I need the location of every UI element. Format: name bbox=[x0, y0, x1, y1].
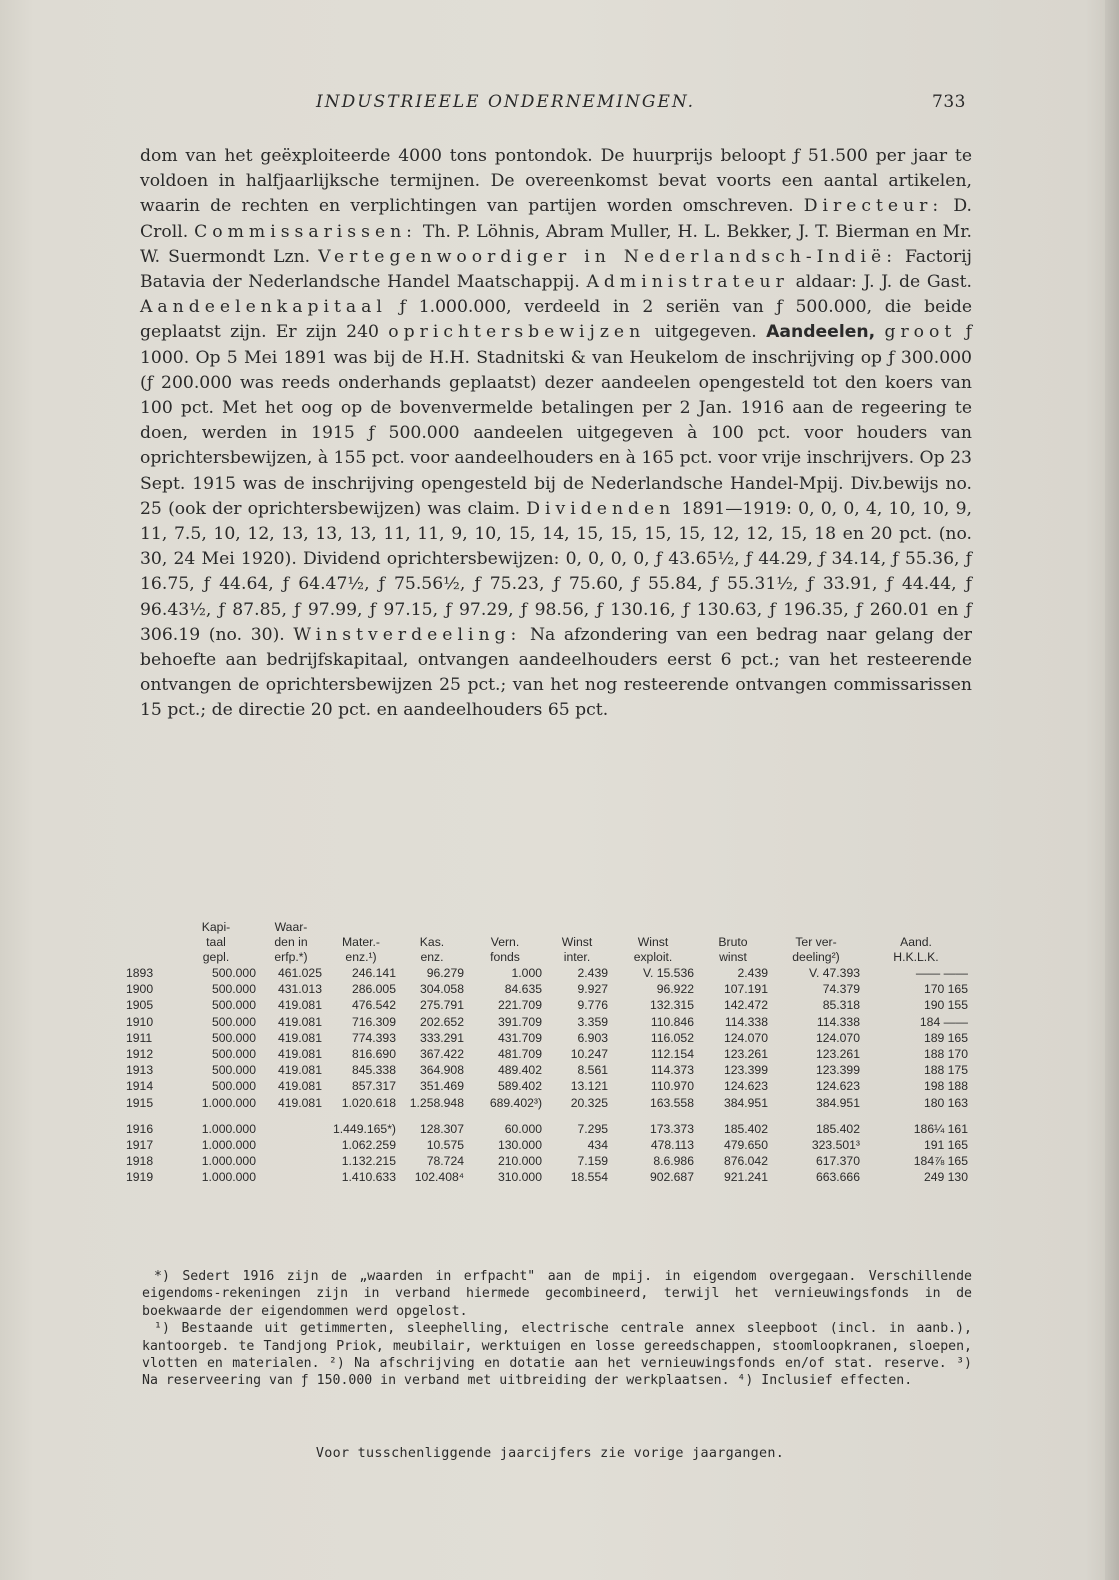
heading-commissarissen: Commissarissen: bbox=[194, 221, 417, 242]
table-cell: 921.241 bbox=[723, 1170, 768, 1185]
footnotes bbox=[142, 1268, 972, 1390]
table-cell: 2.439 bbox=[577, 966, 608, 980]
table-cell: 60.000 bbox=[504, 1121, 542, 1136]
heading-dividenden: Dividenden bbox=[526, 498, 676, 519]
table-cell: 112.154 bbox=[650, 1047, 694, 1062]
body-text-run: uitgegeven. bbox=[654, 322, 757, 343]
table-cell: 716.309 bbox=[351, 1014, 396, 1029]
table-cell: 419.081 bbox=[277, 1014, 322, 1029]
body-text bbox=[140, 144, 972, 724]
table-cell: 1.000.000 bbox=[201, 1154, 256, 1169]
body-text-run: 0, 0, 0, 0, ƒ 43.65½, ƒ 44.29, ƒ 34.14, ƒ 55.36, ƒ 16.75, ƒ 44.64, ƒ 64.47½, ƒ 75.56½, ƒ 75.23, ƒ 75.60, ƒ 55.84, ƒ 55.31½, ƒ 33.91, ƒ 44.44, ƒ 96.43½, ƒ 87.85, ƒ 97.99, ƒ 97.15, ƒ 97.29, ƒ 98.56, ƒ 130.16, ƒ 130.63, ƒ 196.35, ƒ 260.01 en ƒ 306.19 (no. 30). bbox=[140, 549, 972, 645]
heading-aandeelen: Aandeelen, bbox=[766, 322, 876, 343]
table-cell: 185.402 bbox=[723, 1121, 768, 1136]
table-cell: 304.058 bbox=[419, 982, 464, 997]
table-row bbox=[118, 1078, 970, 1094]
body-text-run: ƒ 1.000.000, verdeeld in 2 seriën van ƒ 500.000, die beide geplaatst zijn. Er zijn 240 bbox=[140, 297, 973, 343]
table-cell: 142.472 bbox=[723, 998, 768, 1013]
table-cell: 1.000 bbox=[511, 966, 542, 980]
table-cell: 500.000 bbox=[211, 998, 256, 1013]
table-cell: 419.081 bbox=[277, 1030, 322, 1045]
table-cell: 114.338 bbox=[816, 1014, 860, 1029]
table-header-cell: Winst exploit. bbox=[633, 935, 673, 964]
table-cell: 1916 bbox=[126, 1121, 154, 1136]
table-cell: 1.000.000 bbox=[201, 1138, 256, 1153]
table-cell: 1915 bbox=[126, 1095, 154, 1110]
heading-groot: groot bbox=[884, 322, 957, 343]
table-cell: 1910 bbox=[126, 1014, 154, 1029]
heading-vertegenwoordiger: Vertegenwoordiger in Nederlandsch-Indië: bbox=[318, 246, 897, 267]
table-cell: 1.000.000 bbox=[201, 1121, 256, 1136]
table-cell: 384.951 bbox=[815, 1095, 860, 1110]
table-cell: 1911 bbox=[126, 1030, 153, 1045]
table-cell: 84.635 bbox=[504, 982, 542, 997]
footnote: ¹) Bestaande uit getimmerten, sleephelling, electrische centrale annex sleepboot (incl. in aanb.), kantoorgeb. te Tandjong Priok, meubilair, werktuigen en losse gereedschappen, stoomloopkranen, sloepen, vlotten en materialen. ²) Na afschrijving en dotatie aan het vernieuwingsfonds en/of stat. reserve. ³) Na reserveering van ƒ 150.000 in verband met uitbreiding der werkplaatsen. ⁴) Inclusief effecten. bbox=[142, 1321, 972, 1389]
table-cell: 102.408⁴ bbox=[414, 1170, 464, 1185]
table-cell: 384.951 bbox=[723, 1095, 768, 1110]
table-cell: 123.261 bbox=[815, 1047, 860, 1062]
table-cell: 191 165 bbox=[923, 1138, 968, 1153]
table-cell: 1.020.618 bbox=[341, 1095, 396, 1110]
table-row bbox=[118, 1153, 970, 1169]
table-cell: 190 155 bbox=[923, 998, 968, 1013]
table-cell: 1918 bbox=[126, 1154, 154, 1169]
heading-aandeelenkapitaal: Aandeelenkapitaal bbox=[140, 297, 387, 318]
table-cell: 689.402³) bbox=[489, 1095, 542, 1110]
table-cell: 1913 bbox=[126, 1063, 154, 1078]
table-cell: 3.359 bbox=[577, 1014, 608, 1029]
table-cell: 857.317 bbox=[351, 1079, 396, 1094]
table-header-cell bbox=[118, 920, 174, 965]
table-cell: 1.000.000 bbox=[201, 1095, 256, 1110]
financial-table bbox=[118, 920, 970, 1186]
table-cell: 10.247 bbox=[570, 1047, 608, 1062]
table-cell: 500.000 bbox=[211, 1079, 256, 1094]
table-cell: 500.000 bbox=[211, 1047, 256, 1062]
table-cell: 189 165 bbox=[923, 1030, 968, 1045]
table-cell: 221.709 bbox=[497, 998, 542, 1013]
table-cell: 816.690 bbox=[351, 1047, 396, 1062]
table-row bbox=[118, 981, 970, 997]
table-cell: 286.005 bbox=[351, 982, 396, 997]
table-cell: 10.575 bbox=[426, 1138, 464, 1153]
table-cell: 434 bbox=[587, 1138, 608, 1153]
table-header-cell: Mater.- enz.¹) bbox=[342, 935, 380, 964]
table-row bbox=[118, 1030, 970, 1046]
table-cell: 275.791 bbox=[419, 998, 464, 1013]
body-paragraph bbox=[140, 144, 972, 724]
table-header-cell: Winst inter. bbox=[561, 935, 593, 964]
table-cell: 1893 bbox=[126, 966, 154, 980]
table-cell: —— —— bbox=[915, 966, 968, 980]
body-text-run: D. Croll. bbox=[140, 196, 973, 242]
body-text-run: aldaar: J. J. de Gast. bbox=[795, 272, 972, 293]
header-title: INDUSTRIEELE ONDERNEMINGEN. bbox=[316, 92, 696, 112]
table-cell: 431.709 bbox=[497, 1030, 542, 1045]
table-cell: 132.315 bbox=[649, 998, 694, 1013]
table-cell: 96.279 bbox=[426, 966, 464, 980]
table-cell: 2.439 bbox=[737, 966, 768, 980]
table-header-cell: Bruto winst bbox=[718, 935, 748, 964]
table-cell: 173.373 bbox=[649, 1121, 694, 1136]
table-row bbox=[118, 1046, 970, 1062]
table-cell: V. 47.393 bbox=[808, 966, 860, 980]
table-cell: 124.623 bbox=[815, 1079, 860, 1094]
table-row bbox=[118, 1095, 970, 1111]
table-cell: 617.370 bbox=[815, 1154, 860, 1169]
table-cell: 1.449.165*) bbox=[332, 1121, 396, 1136]
table-cell: 124.070 bbox=[815, 1030, 860, 1045]
table-cell: 333.291 bbox=[419, 1030, 464, 1045]
table-cell: 110.970 bbox=[650, 1079, 694, 1094]
table-cell: 902.687 bbox=[649, 1170, 694, 1185]
body-text-run: Factorij Batavia der Nederlandsche Handel Maatschappij. bbox=[140, 246, 972, 293]
heading-directeur: Directeur: bbox=[803, 196, 944, 217]
table-cell: 74.379 bbox=[822, 982, 860, 997]
table-cell: 1.258.948 bbox=[409, 1095, 464, 1110]
table-cell: 500.000 bbox=[211, 1063, 256, 1078]
table-cell: 1905 bbox=[126, 998, 154, 1013]
table-cell: 130.000 bbox=[497, 1138, 542, 1153]
table-cell: 478.113 bbox=[650, 1138, 694, 1153]
table-cell: 419.081 bbox=[277, 1079, 322, 1094]
table-cell: 188 170 bbox=[923, 1047, 968, 1062]
table-cell: 202.652 bbox=[419, 1014, 464, 1029]
table-cell: 20.325 bbox=[570, 1095, 608, 1110]
table-cell: 180 163 bbox=[923, 1095, 968, 1110]
table-cell: 1917 bbox=[126, 1138, 154, 1153]
table-cell: 1.132.215 bbox=[341, 1154, 396, 1169]
table-cell: 13.121 bbox=[570, 1079, 608, 1094]
table-cell: 431.013 bbox=[277, 982, 322, 997]
table-cell: 845.338 bbox=[351, 1063, 396, 1078]
table-cell: 185.402 bbox=[815, 1121, 860, 1136]
running-header bbox=[316, 92, 966, 116]
table-cell: 184⅞ 165 bbox=[913, 1154, 968, 1169]
table-cell: 128.307 bbox=[419, 1121, 464, 1136]
footnote: *) Sedert 1916 zijn de „waarden in erfpacht" aan de mpij. in eigendom overgegaan. Verschillende eigendoms-rekeningen zijn in verband hiermede gecombineerd, terwijl het vernieuwingsfonds in de boekwaarde der eigendommen werd opgelost. bbox=[142, 1269, 972, 1319]
body-text-run: 1891—1919: 0, 0, 0, 4, 10, 10, 9, 11, 7.5, 10, 12, 13, 13, 13, 11, 11, 9, 10, 15, 14, 15, 15, 15, 15, 12, 12, 15, 18 en 20 pct. (no. 30, 24 Mei 1920). bbox=[140, 498, 972, 570]
table-cell: 500.000 bbox=[211, 1014, 256, 1029]
table-row bbox=[118, 1137, 970, 1153]
table-cell: 124.070 bbox=[723, 1030, 768, 1045]
table-cell: 123.399 bbox=[723, 1063, 768, 1078]
body-text-run: ƒ 1000. Op 5 Mei 1891 was bij de H.H. Stadnitski & van Heukelom de inschrijving op ƒ 300.000 (ƒ 200.000 was reeds onderhands geplaatst) dezer aandeelen opengesteld tot den koers van 100 pct. Met het oog op de bovenvermelde betalingen per 2 Jan. 1916 aan de regeering te doen, werden in 1915 ƒ 500.000 aandeelen uitgegeven à 100 pct. voor houders van oprichtersbewijzen, à 155 pct. voor aandeelhouders en à 165 pct. voor vrije inschrijvers. Op 23 Sept. 1915 was de inschrijving opengesteld bij de Nederlandsche Handel-Mpij. Div.bewijs no. 25 (ook der oprichtersbewijzen) was claim. bbox=[140, 322, 972, 519]
table-cell: 476.542 bbox=[351, 998, 396, 1013]
table-cell: 116.052 bbox=[650, 1030, 694, 1045]
table-header-cell: Aand. H.K.L.K. bbox=[893, 935, 939, 964]
table-cell: 123.399 bbox=[815, 1063, 860, 1078]
table-cell: 500.000 bbox=[211, 1030, 256, 1045]
table-row bbox=[118, 1014, 970, 1030]
table-cell: 419.081 bbox=[277, 1047, 322, 1062]
table-cell: 774.393 bbox=[351, 1030, 396, 1045]
table-cell: 391.709 bbox=[497, 1014, 542, 1029]
table-cell: 184 —— bbox=[919, 1014, 968, 1029]
heading-dividend-oprichtersbewijzen: Dividend oprichtersbewijzen: bbox=[302, 549, 560, 570]
table-cell: 6.903 bbox=[577, 1030, 608, 1045]
table-cell: 85.318 bbox=[822, 998, 860, 1013]
table-cell: 7.295 bbox=[577, 1121, 608, 1136]
table-cell: 188 175 bbox=[923, 1063, 968, 1078]
table-header-cell: Kas. enz. bbox=[419, 935, 445, 964]
table-cell: 479.650 bbox=[723, 1138, 768, 1153]
table-cell: 246.141 bbox=[351, 966, 396, 980]
table-cell: 110.846 bbox=[650, 1014, 694, 1029]
body-text-run: dom van het geëxploiteerde 4000 tons pontondok. De huurprijs beloopt ƒ 51.500 per jaar te voldoen in halfjaarlijksche termijnen. De overeenkomst bevat voorts een aantal artikelen, waarin de rechten en verplichtingen van partijen worden omschreven. bbox=[140, 146, 972, 217]
table-cell: 1919 bbox=[126, 1170, 154, 1185]
table-cell: 663.666 bbox=[815, 1170, 860, 1185]
table-header-cell: Ter ver- deeling²) bbox=[792, 935, 840, 964]
table-cell: 170 165 bbox=[923, 982, 968, 997]
table-cell: 500.000 bbox=[211, 982, 256, 997]
table-cell: 96.922 bbox=[656, 982, 694, 997]
table-cell: 198 188 bbox=[923, 1079, 968, 1094]
table-cell: 8.6.986 bbox=[653, 1154, 694, 1169]
table-cell: 367.422 bbox=[419, 1047, 464, 1062]
table-cell: 18.554 bbox=[570, 1170, 608, 1185]
table-cell: 419.081 bbox=[277, 1095, 322, 1110]
table-header-cell: Vern. fonds bbox=[490, 935, 520, 964]
table-cell: 249 130 bbox=[923, 1170, 968, 1185]
table-cell: 9.927 bbox=[577, 982, 608, 997]
page-edge bbox=[1105, 0, 1119, 1580]
heading-oprichtersbewijzen: oprichtersbewijzen bbox=[388, 322, 646, 343]
table-cell: 1.062.259 bbox=[341, 1138, 396, 1153]
table-cell: 589.402 bbox=[497, 1079, 542, 1094]
table-cell: 310.000 bbox=[497, 1170, 542, 1185]
table-cell: 1912 bbox=[126, 1047, 154, 1062]
table-cell: 419.081 bbox=[277, 998, 322, 1013]
table-row bbox=[118, 997, 970, 1013]
table-cell: 124.623 bbox=[723, 1079, 768, 1094]
table-cell: 419.081 bbox=[277, 1063, 322, 1078]
table-cell: 114.338 bbox=[724, 1014, 768, 1029]
table-cell: 364.908 bbox=[419, 1063, 464, 1078]
table-cell: 489.402 bbox=[497, 1063, 542, 1078]
table-cell: 163.558 bbox=[649, 1095, 694, 1110]
table-cell: 1900 bbox=[126, 982, 154, 997]
table-cell: 323.501³ bbox=[811, 1138, 860, 1153]
footer-note: Voor tusschenliggende jaarcijfers zie vorige jaargangen. bbox=[315, 1446, 785, 1461]
table-cell: 1.000.000 bbox=[201, 1170, 256, 1185]
table-cell: 8.561 bbox=[577, 1063, 608, 1078]
table-row bbox=[118, 1169, 970, 1185]
heading-administrateur: Administrateur bbox=[586, 272, 789, 293]
table-cell: 114.373 bbox=[650, 1063, 694, 1078]
table-header-cell: Waar- den in erfp.*) bbox=[274, 920, 308, 964]
table-cell: 107.191 bbox=[723, 982, 768, 997]
heading-winstverdeeling: Winstverdeeling: bbox=[293, 624, 522, 645]
table-cell: 876.042 bbox=[723, 1154, 768, 1169]
table-cell: 1.410.633 bbox=[341, 1170, 396, 1185]
table-cell: 500.000 bbox=[211, 966, 256, 980]
table-cell: V. 15.536 bbox=[642, 966, 694, 980]
table-cell: 78.724 bbox=[426, 1154, 464, 1169]
table-header-cell: Kapi- taal gepl. bbox=[201, 920, 231, 964]
table-row bbox=[118, 965, 970, 981]
table-cell: 461.025 bbox=[277, 966, 322, 980]
page-number: 733 bbox=[932, 92, 966, 112]
table-cell: 9.776 bbox=[577, 998, 608, 1013]
table-cell: 186¼ 161 bbox=[913, 1121, 968, 1136]
table-row bbox=[118, 1111, 970, 1137]
body-text-run: Na afzondering van een bedrag naar gelang der behoefte aan bedrijfskapitaal, ontvangen aandeelhouders eerst 6 pct.; van het resteerende ontvangen de oprichtersbewijzen 25 pct.; van het nog resteerende ontvangen commissarissen 15 pct.; de directie 20 pct. en aandeelhouders 65 pct. bbox=[140, 624, 972, 721]
table-cell: 351.469 bbox=[419, 1079, 464, 1094]
table-body bbox=[118, 965, 970, 1186]
table-cell: 481.709 bbox=[497, 1047, 542, 1062]
table-cell: 7.159 bbox=[577, 1154, 608, 1169]
table-cell: 1914 bbox=[126, 1079, 154, 1094]
table-row bbox=[118, 1062, 970, 1078]
table-cell: 123.261 bbox=[723, 1047, 768, 1062]
table-header-row bbox=[118, 920, 970, 965]
body-text-run: Th. P. Löhnis, Abram Muller, H. L. Bekker, J. T. Bierman en Mr. W. Suermondt Lzn. bbox=[140, 221, 972, 267]
table-cell: 210.000 bbox=[497, 1154, 542, 1169]
